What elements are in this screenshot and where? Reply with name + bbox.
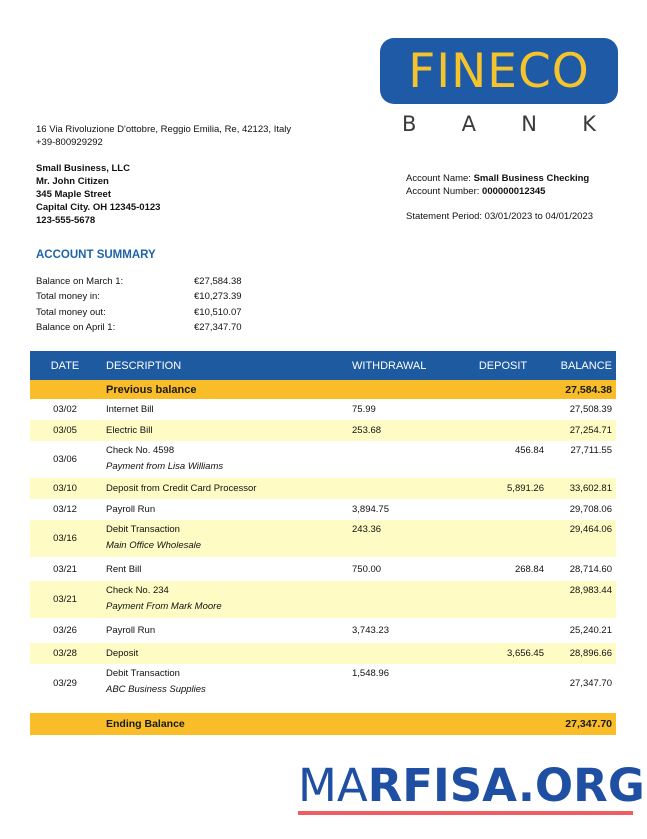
summary-value: €10,510.07 (194, 306, 242, 318)
customer-street: 345 Maple Street (36, 189, 111, 200)
watermark-part: .ORG (517, 759, 645, 812)
row-date: 03/26 (53, 625, 77, 636)
row-deposit (460, 520, 546, 524)
row-description: Rent Bill (106, 563, 142, 575)
table-row (30, 420, 616, 441)
header-date: DATE (50, 359, 80, 372)
row-description: Internet Bill (106, 404, 154, 415)
row-sub-description: Payment From Mark Moore (106, 601, 222, 612)
logo-text: FINECO (408, 43, 590, 99)
row-date: 03/05 (53, 425, 77, 436)
row-description: Debit Transaction (106, 668, 180, 679)
table-row (30, 441, 616, 478)
row-date: 03/10 (53, 483, 77, 494)
table-row (30, 581, 616, 618)
summary-label: Balance on April 1: (36, 322, 116, 334)
row-description: Electric Bill (106, 425, 153, 436)
row-deposit: 268.84 (514, 563, 544, 575)
logo-letter: B (402, 112, 417, 136)
table-row (30, 499, 616, 520)
row-balance: 29,464.06 (569, 524, 612, 535)
row-withdrawal: 3,894.75 (352, 504, 389, 515)
watermark-part: RFISA (367, 759, 518, 812)
fineco-logo (380, 38, 618, 104)
summary-label: Total money out: (36, 306, 106, 318)
logo-letter: N (521, 112, 537, 136)
statement-period: Statement Period: 03/01/2023 to 04/01/2023 (406, 211, 593, 222)
table-row (30, 664, 616, 703)
row-description: Payroll Run (106, 625, 156, 636)
customer-city: Capital City. OH 12345-0123 (36, 202, 161, 213)
row-withdrawal (346, 441, 460, 445)
account-summary-title: ACCOUNT SUMMARY (36, 249, 156, 261)
bank-address: 16 Via Rivoluzione D'ottobre, Reggio Emilia, Re, 42123, Italy (36, 124, 292, 135)
row-deposit (460, 581, 546, 585)
ending-balance-value: 27,347.70 (565, 718, 612, 730)
row-description: Deposit (106, 648, 139, 659)
row-balance: 27,254.71 (569, 425, 612, 436)
row-withdrawal: 1,548.96 (352, 668, 389, 679)
row-balance: 27,347.70 (569, 678, 612, 689)
table-header (30, 351, 616, 380)
row-date: 03/29 (53, 678, 77, 689)
logo-letter: A (461, 112, 477, 136)
table-row (30, 520, 616, 557)
summary-label: Total money in: (36, 291, 100, 303)
customer-phone: 123-555-5678 (36, 215, 96, 226)
summary-label: Balance on March 1: (36, 276, 124, 288)
table-row (30, 643, 616, 664)
row-date: 03/02 (53, 404, 77, 415)
header-description: DESCRIPTION (106, 359, 182, 372)
row-balance: 28,714.60 (569, 563, 612, 575)
logo-letter: K (582, 112, 596, 136)
row-date: 03/16 (53, 533, 77, 544)
previous-balance-value: 27,584.38 (565, 383, 612, 396)
table-row (30, 399, 616, 420)
previous-balance-label: Previous balance (106, 383, 197, 396)
row-description: Check No. 4598 (106, 445, 175, 456)
summary-row (36, 274, 242, 289)
watermark-text (298, 759, 645, 812)
row-sub-description: Payment from Lisa Williams (106, 461, 224, 472)
ending-balance-row (30, 713, 616, 735)
summary-row (36, 305, 242, 320)
row-date: 03/06 (53, 454, 77, 465)
row-balance: 28,896.66 (569, 648, 612, 659)
row-date: 03/21 (53, 563, 77, 575)
row-description: Debit Transaction (106, 524, 180, 535)
row-balance: 27,711.55 (570, 445, 612, 456)
row-deposit: 3,656.45 (507, 648, 544, 659)
row-sub-description: Main Office Wholesale (106, 540, 202, 551)
row-deposit: 456.84 (514, 445, 544, 456)
account-number-line (406, 185, 589, 198)
account-name-line (406, 172, 589, 185)
row-balance: 33,602.81 (569, 483, 612, 494)
customer-company: Small Business, LLC (36, 163, 130, 174)
row-withdrawal: 750.00 (352, 563, 382, 575)
logo-bank-label (380, 114, 618, 135)
account-info (406, 172, 589, 198)
bank-address-block (36, 123, 291, 149)
row-deposit: 5,891.26 (507, 483, 544, 494)
row-balance: 29,708.06 (569, 504, 612, 515)
row-date: 03/28 (53, 648, 77, 659)
summary-value: €10,273.39 (194, 291, 242, 303)
account-summary (36, 274, 242, 335)
row-description: Deposit from Credit Card Processor (106, 483, 257, 494)
previous-balance-row (30, 380, 616, 399)
customer-name: Mr. John Citizen (36, 176, 109, 187)
watermark-part: MA (298, 759, 368, 812)
transactions-table (30, 351, 616, 735)
row-withdrawal (346, 581, 460, 585)
row-date: 03/21 (53, 594, 77, 605)
account-name-label: Account Name: (406, 173, 471, 184)
header-withdrawal: WITHDRAWAL (352, 359, 427, 372)
row-date: 03/12 (53, 504, 77, 515)
bank-phone: +39-800929292 (36, 137, 103, 148)
account-name-value: Small Business Checking (473, 173, 590, 184)
summary-row (36, 320, 242, 335)
table-row (30, 618, 616, 643)
row-balance: 28,983.44 (569, 585, 612, 596)
row-description: Check No. 234 (106, 585, 169, 596)
marfisa-watermark (298, 759, 645, 815)
summary-value: €27,584.38 (194, 276, 242, 288)
row-withdrawal: 75.99 (352, 404, 376, 415)
table-row (30, 557, 616, 581)
summary-value: €27,347.70 (194, 322, 242, 334)
account-number-value: 000000012345 (482, 186, 546, 197)
account-number-label: Account Number: (406, 186, 480, 197)
table-row (30, 478, 616, 499)
row-withdrawal: 243.36 (352, 524, 382, 535)
row-deposit (460, 664, 546, 668)
row-balance: 25,240.21 (569, 625, 612, 636)
customer-block (36, 162, 160, 227)
row-sub-description: ABC Business Supplies (106, 684, 206, 695)
ending-balance-label: Ending Balance (106, 718, 185, 730)
header-balance: BALANCE (560, 359, 612, 372)
row-withdrawal: 253.68 (352, 425, 382, 436)
row-description: Payroll Run (106, 504, 156, 515)
header-deposit: DEPOSIT (478, 359, 528, 372)
row-balance: 27,508.39 (569, 404, 612, 415)
summary-row (36, 289, 242, 304)
row-withdrawal: 3,743.23 (352, 625, 389, 636)
